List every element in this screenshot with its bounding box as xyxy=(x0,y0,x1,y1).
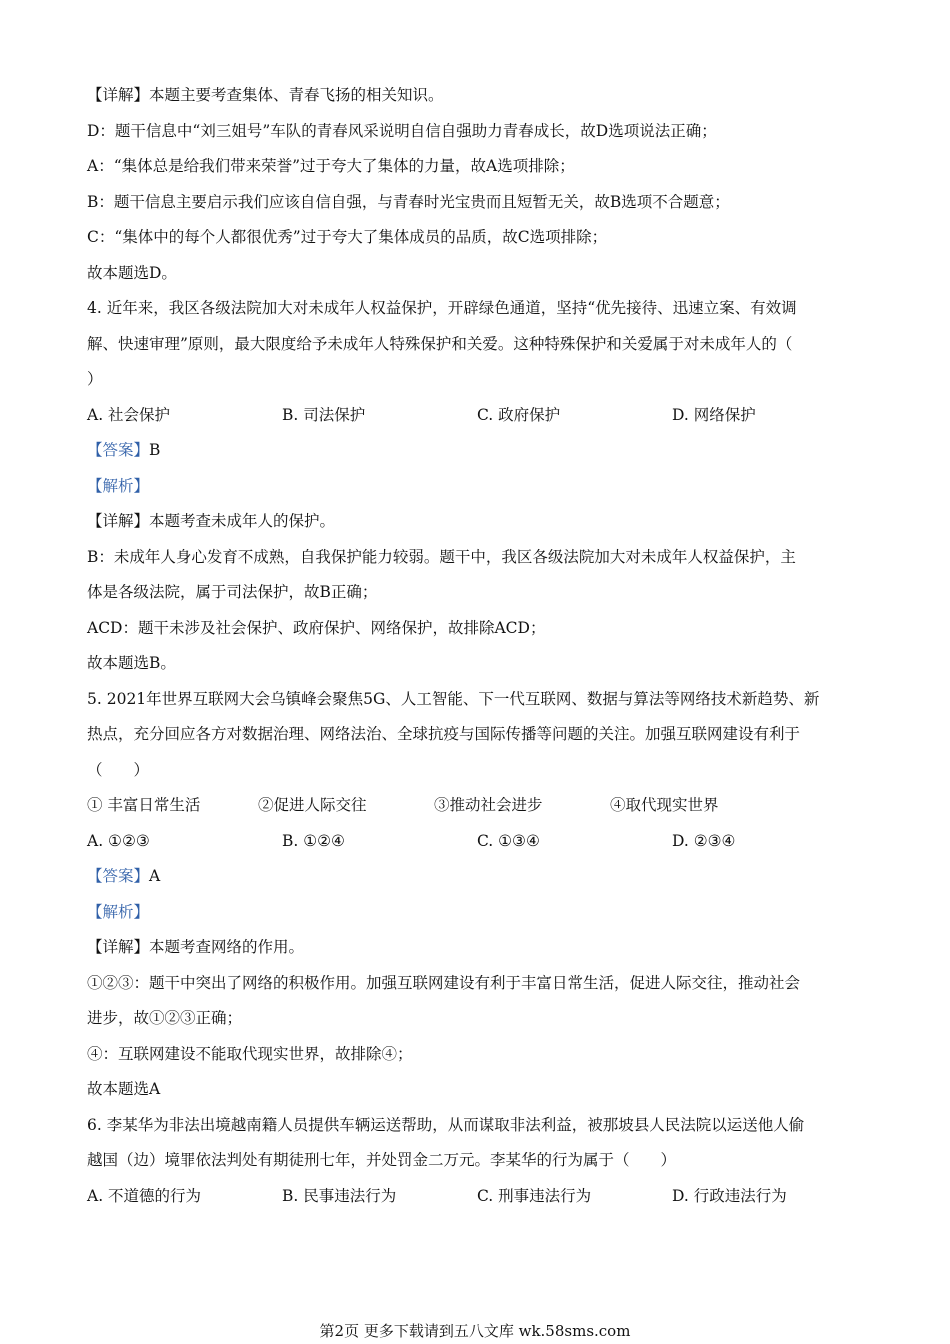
answer-tag: 【答案】 xyxy=(87,441,150,459)
option-b: B. ①②④ xyxy=(282,831,345,850)
option-a: A. 不道德的行为 xyxy=(87,1186,202,1205)
statement-1: ① 丰富日常生活 xyxy=(87,796,201,814)
detail-line: 体是各级法院，属于司法保护，故B正确； xyxy=(87,583,378,601)
statement-4: ④取代现实世界 xyxy=(610,796,719,814)
page-footer: 第2页 更多下载请到五八文库 wk.58sms.com xyxy=(319,1322,631,1340)
statement-2: ②促进人际交往 xyxy=(258,796,367,814)
detail-line: 【详解】本题考查未成年人的保护。 xyxy=(87,512,336,530)
text-line: 故本题选D。 xyxy=(87,263,177,282)
option-c: C. ①③④ xyxy=(477,831,540,850)
question-6 xyxy=(87,1108,867,1215)
option-b: B. 民事违法行为 xyxy=(282,1186,397,1205)
question-stem: 解、快速审理”原则，最大限度给予未成年人特殊保护和关爱。这种特殊保护和关爱属于对未成年人的（ xyxy=(87,334,793,353)
text-line: D：题干信息中“刘三姐号”车队的青春风采说明自信自强助力青春成长，故D选项说法正确； xyxy=(87,121,717,140)
analysis-tag: 【解析】 xyxy=(87,476,150,495)
answer-options xyxy=(87,824,867,860)
question-stem: 热点，充分回应各方对数据治理、网络法治、全球抗疫与国际传播等问题的关注。加强互联网建设有利于 xyxy=(87,725,801,743)
answer-options xyxy=(87,398,867,434)
document-page xyxy=(87,78,867,1214)
detail-line: B：未成年人身心发育不成熟，自我保护能力较弱。题干中，我区各级法院加大对未成年人权益保护，主 xyxy=(87,547,796,566)
answer-line xyxy=(87,859,867,895)
text-line: 【详解】本题主要考查集体、青春飞扬的相关知识。 xyxy=(87,86,444,104)
answer-tag: 【答案】 xyxy=(87,867,150,885)
detail-line: ACD：题干未涉及社会保护、政府保护、网络保护，故排除ACD； xyxy=(87,618,546,637)
statement-3: ③推动社会进步 xyxy=(434,796,543,814)
question-stem: ） xyxy=(87,370,103,388)
option-d: D. 行政违法行为 xyxy=(672,1186,787,1205)
question-stem: 4. 近年来，我区各级法院加大对未成年人权益保护，开辟绿色通道，坚持“优先接待、迅速立案、有效调 xyxy=(87,299,797,317)
answer-value: B xyxy=(149,441,161,459)
question-stem: （ ） xyxy=(87,760,150,779)
option-c: C. 政府保护 xyxy=(477,405,561,424)
detail-line: ④：互联网建设不能取代现实世界，故排除④； xyxy=(87,1044,413,1063)
text-line: A：“集体总是给我们带来荣誉”过于夸大了集体的力量，故A选项排除； xyxy=(87,157,575,175)
detail-line: 进步，故①②③正确； xyxy=(87,1009,243,1027)
question-stem: 越国（边）境罪依法判处有期徒刑七年，并处罚金二万元。李某华的行为属于（ ） xyxy=(87,1151,677,1169)
answer-line xyxy=(87,433,867,469)
option-b: B. 司法保护 xyxy=(282,405,366,424)
text-line: C：“集体中的每个人都很优秀”过于夸大了集体成员的品质，故C选项排除； xyxy=(87,228,608,246)
question-4 xyxy=(87,291,867,682)
option-a: A. 社会保护 xyxy=(87,405,171,424)
text-line: B：题干信息主要启示我们应该自信自强，与青春时光宝贵而且短暂无关，故B选项不合题意； xyxy=(87,192,730,211)
statement-items xyxy=(87,788,867,824)
answer-value: A xyxy=(149,867,161,885)
option-d: D. 网络保护 xyxy=(672,405,756,424)
option-a: A. ①②③ xyxy=(87,831,150,850)
option-d: D. ②③④ xyxy=(672,831,736,850)
question-stem: 5. 2021年世界互联网大会乌镇峰会聚焦5G、人工智能、下一代互联网、数据与算法等网络技术新趋势、新 xyxy=(87,689,820,708)
detail-line: ①②③：题干中突出了网络的积极作用。加强互联网建设有利于丰富日常生活，促进人际交往，推动社会 xyxy=(87,973,801,992)
analysis-tag: 【解析】 xyxy=(87,902,150,921)
detail-line: 【详解】本题考查网络的作用。 xyxy=(87,938,305,956)
detail-line: 故本题选B。 xyxy=(87,654,176,672)
option-c: C. 刑事违法行为 xyxy=(477,1186,592,1205)
answer-options xyxy=(87,1179,867,1215)
question-5 xyxy=(87,682,867,1108)
detail-line: 故本题选A xyxy=(87,1080,161,1098)
question-stem: 6. 李某华为非法出境越南籍人员提供车辆运送帮助，从而谋取非法利益，被那坡县人民法院以运送他人偷 xyxy=(87,1115,805,1134)
